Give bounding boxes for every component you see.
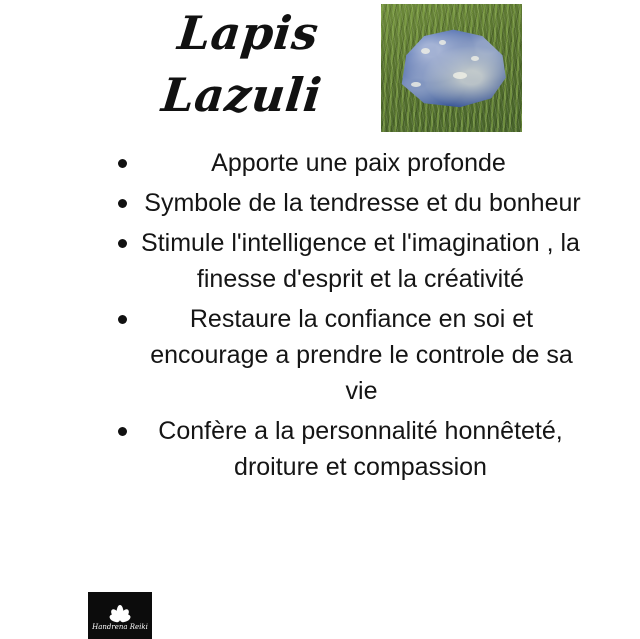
brand-logo-text: Handrena Reiki <box>92 622 148 631</box>
list-item-text: Confère a la personnalité honnêteté, droiture et compassion <box>158 417 563 481</box>
page-title-line-2: Lazuli <box>159 68 325 122</box>
lotus-icon <box>107 600 133 622</box>
list-item-text: Symbole de la tendresse et du bonheur <box>144 189 581 217</box>
lapis-lazuli-photo <box>381 4 522 132</box>
stone-speck <box>421 48 430 54</box>
benefits-list <box>0 145 640 485</box>
stone-speck <box>453 72 467 79</box>
card-header <box>0 0 640 145</box>
brand-logo <box>88 592 152 639</box>
list-item <box>18 185 622 221</box>
bullet-icon <box>118 159 127 168</box>
bullet-icon <box>118 199 127 208</box>
stone-speck <box>439 40 446 45</box>
list-item-text: Stimule l'intelligence et l'imagination , la finesse d'esprit et la créativité <box>141 229 580 293</box>
list-item <box>18 301 622 409</box>
list-item-text: Apporte une paix profonde <box>211 149 506 177</box>
bullet-icon <box>118 315 127 324</box>
list-item <box>18 225 622 297</box>
page-title-line-1: Lapis <box>175 6 322 60</box>
list-item <box>18 145 622 181</box>
list-item <box>18 413 622 485</box>
stone-speck <box>411 82 421 87</box>
list-item-text: Restaure la confiance en soi et encourage a prendre le controle de sa vie <box>150 305 573 405</box>
page-title <box>113 2 376 126</box>
bullet-icon <box>118 427 127 436</box>
bullet-icon <box>118 239 127 248</box>
stone-speck <box>471 56 479 61</box>
